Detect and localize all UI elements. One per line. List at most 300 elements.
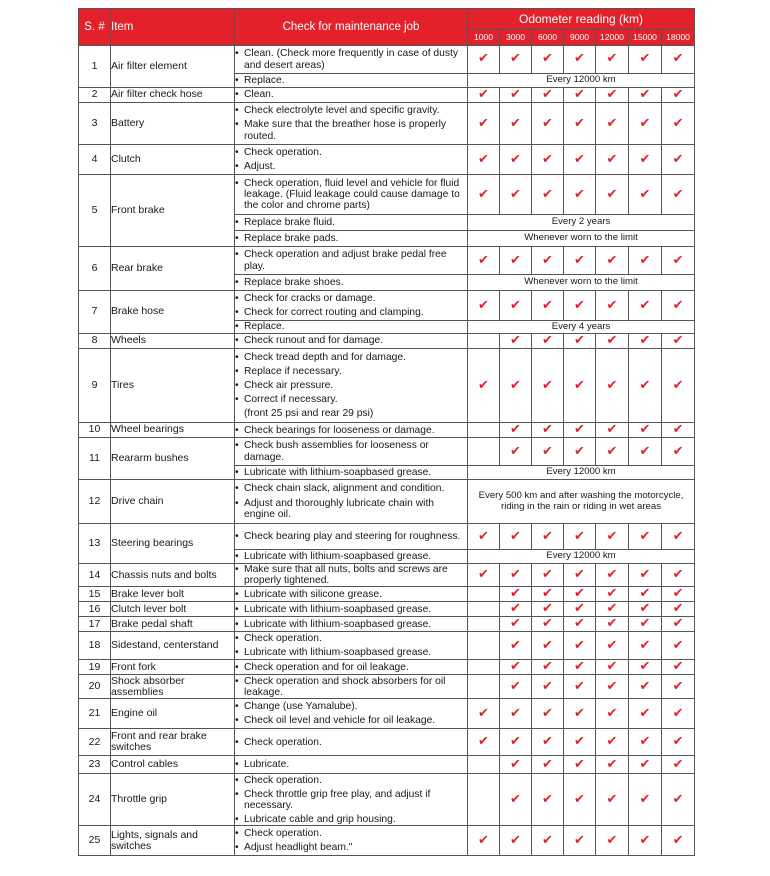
task-text: Replace brake shoes.	[244, 276, 344, 288]
check-icon: ✔	[606, 186, 618, 202]
interval-note: Every 4 years	[468, 321, 695, 334]
bullet-icon: •	[235, 551, 239, 563]
row-number: 8	[79, 334, 111, 349]
row-number: 15	[79, 587, 111, 602]
interval-cell	[596, 699, 629, 729]
maintenance-job	[235, 756, 468, 774]
maintenance-job	[235, 602, 468, 617]
km-header: 3000	[500, 30, 532, 46]
task-text: Replace brake fluid.	[244, 216, 336, 228]
interval-cell	[468, 423, 500, 438]
check-icon: ✔	[574, 705, 585, 721]
interval-cell	[468, 826, 500, 856]
interval-cell	[662, 438, 695, 466]
interval-cell	[662, 660, 695, 675]
check-icon: ✔	[510, 115, 521, 131]
check-icon: ✔	[510, 186, 521, 202]
interval-cell	[596, 564, 629, 587]
item-name: Drive chain	[111, 480, 235, 524]
task-line	[235, 89, 467, 100]
check-icon: ✔	[639, 756, 651, 772]
interval-cell	[500, 247, 532, 275]
interval-cell	[596, 175, 629, 215]
check-icon: ✔	[606, 705, 618, 721]
interval-cell	[564, 291, 596, 321]
check-icon: ✔	[510, 528, 521, 544]
row-number: 16	[79, 602, 111, 617]
interval-cell	[500, 632, 532, 660]
check-icon: ✔	[672, 252, 684, 268]
check-icon: ✔	[672, 377, 684, 393]
item-name: Clutch lever bolt	[111, 602, 235, 617]
task-text: Check tread depth and for damage.	[244, 351, 406, 363]
table-row	[79, 729, 695, 756]
maintenance-job	[235, 550, 468, 564]
task-line	[235, 48, 467, 70]
interval-cell	[629, 699, 662, 729]
maintenance-job	[235, 524, 468, 550]
interval-cell	[596, 729, 629, 756]
check-icon: ✔	[672, 637, 684, 653]
interval-cell	[500, 423, 532, 438]
check-icon: ✔	[542, 377, 553, 393]
task-text: Clean. (Check more frequently in case of dusty and desert areas)	[244, 48, 459, 71]
check-icon: ✔	[574, 678, 585, 694]
interval-cell	[629, 247, 662, 275]
check-icon: ✔	[510, 678, 521, 694]
interval-cell	[500, 103, 532, 145]
maintenance-table	[78, 8, 695, 856]
item-name: Clutch	[111, 145, 235, 175]
check-icon: ✔	[542, 51, 553, 67]
item-name: Shock absorber assemblies	[111, 675, 235, 699]
bullet-icon: •	[235, 146, 239, 158]
check-icon: ✔	[574, 377, 585, 393]
check-icon: ✔	[672, 115, 684, 131]
check-icon: ✔	[542, 616, 553, 632]
table-row	[79, 774, 695, 826]
check-icon: ✔	[574, 115, 585, 131]
interval-cell	[532, 423, 564, 438]
task-line	[235, 380, 467, 391]
interval-cell	[500, 756, 532, 774]
check-icon: ✔	[606, 832, 618, 848]
interval-cell	[629, 774, 662, 826]
task-text: Check operation.	[244, 633, 322, 645]
bullet-icon: •	[235, 603, 239, 615]
check-icon: ✔	[542, 333, 553, 349]
table-row	[79, 617, 695, 632]
interval-cell	[532, 564, 564, 587]
interval-cell	[468, 524, 500, 550]
task-line	[235, 551, 467, 562]
check-icon: ✔	[542, 422, 553, 438]
task-line	[235, 759, 467, 770]
check-icon: ✔	[510, 51, 521, 67]
interval-cell	[468, 774, 500, 826]
row-number: 7	[79, 291, 111, 334]
interval-cell	[532, 632, 564, 660]
check-icon: ✔	[542, 832, 553, 848]
check-icon: ✔	[606, 333, 618, 349]
interval-cell	[662, 564, 695, 587]
maintenance-job	[235, 334, 468, 349]
check-icon: ✔	[574, 443, 585, 459]
check-icon: ✔	[574, 616, 585, 632]
interval-cell	[662, 699, 695, 729]
interval-cell	[500, 88, 532, 103]
interval-cell	[596, 103, 629, 145]
maintenance-job	[235, 46, 468, 74]
interval-note: Every 2 years	[468, 215, 695, 231]
check-icon: ✔	[510, 832, 521, 848]
interval-cell	[468, 334, 500, 349]
row-number: 25	[79, 826, 111, 856]
bullet-icon: •	[235, 232, 239, 244]
interval-cell	[468, 103, 500, 145]
interval-cell	[564, 675, 596, 699]
check-icon: ✔	[510, 705, 521, 721]
check-icon: ✔	[672, 443, 684, 459]
task-line	[235, 498, 467, 520]
task-text: Check operation and adjust brake pedal free play.	[244, 249, 447, 272]
interval-cell	[564, 602, 596, 617]
interval-cell	[596, 145, 629, 175]
task-text: Lubricate cable and grip housing.	[244, 814, 396, 826]
check-icon: ✔	[574, 567, 585, 583]
item-name: Throttle grip	[111, 774, 235, 826]
interval-cell	[629, 660, 662, 675]
check-icon: ✔	[510, 151, 521, 167]
task-text: Replace brake pads.	[244, 232, 339, 244]
interval-cell	[532, 602, 564, 617]
table-row	[79, 524, 695, 550]
interval-cell	[662, 145, 695, 175]
interval-cell	[596, 826, 629, 856]
maintenance-job	[235, 699, 468, 729]
interval-cell	[468, 175, 500, 215]
task-text: Replace.	[244, 74, 285, 86]
maintenance-job	[235, 617, 468, 632]
bullet-icon: •	[235, 675, 239, 687]
check-icon: ✔	[639, 616, 651, 632]
check-icon: ✔	[510, 659, 521, 675]
check-icon: ✔	[606, 297, 618, 313]
interval-note: Whenever worn to the limit	[468, 231, 695, 247]
check-icon: ✔	[510, 637, 521, 653]
task-line	[235, 352, 467, 363]
check-icon: ✔	[542, 705, 553, 721]
task-text: Check operation and shock absorbers for oil leakage.	[244, 675, 446, 698]
task-line	[235, 701, 467, 712]
task-text: Check operation.	[244, 146, 322, 158]
bullet-icon: •	[235, 307, 239, 319]
task-text: Lubricate with lithium-soapbased grease.	[244, 551, 432, 563]
km-header: 1000	[468, 30, 500, 46]
table-row	[79, 291, 695, 321]
row-number: 9	[79, 349, 111, 423]
check-icon: ✔	[606, 601, 618, 617]
check-icon: ✔	[672, 422, 684, 438]
table-row	[79, 675, 695, 699]
table-row	[79, 564, 695, 587]
check-icon: ✔	[639, 586, 651, 602]
check-icon: ✔	[639, 151, 651, 167]
bullet-icon: •	[235, 588, 239, 600]
check-icon: ✔	[639, 377, 651, 393]
task-text: Check chain slack, alignment and condition.	[244, 483, 445, 495]
interval-cell	[662, 349, 695, 423]
maintenance-job	[235, 275, 468, 291]
row-number: 21	[79, 699, 111, 729]
check-icon: ✔	[606, 756, 618, 772]
interval-cell	[629, 438, 662, 466]
bullet-icon: •	[235, 647, 239, 659]
interval-cell	[629, 826, 662, 856]
interval-cell	[596, 349, 629, 423]
row-number: 18	[79, 632, 111, 660]
bullet-icon: •	[235, 249, 239, 261]
interval-cell	[532, 826, 564, 856]
task-text: Replace if necessary.	[244, 365, 342, 377]
item-name: Tires	[111, 349, 235, 423]
row-number: 1	[79, 46, 111, 88]
item-name: Brake pedal shaft	[111, 617, 235, 632]
task-line	[235, 828, 467, 839]
task-line	[235, 662, 467, 673]
interval-cell	[468, 145, 500, 175]
item-name: Brake hose	[111, 291, 235, 334]
task-text: Check operation.	[244, 736, 322, 748]
interval-cell	[532, 349, 564, 423]
interval-cell	[532, 660, 564, 675]
check-icon: ✔	[606, 252, 618, 268]
maintenance-job	[235, 466, 468, 480]
task-text: Check bearing play and steering for roughness.	[244, 531, 461, 543]
row-number: 4	[79, 145, 111, 175]
interval-cell	[532, 103, 564, 145]
check-icon: ✔	[639, 659, 651, 675]
interval-cell	[596, 602, 629, 617]
task-line	[235, 467, 467, 478]
check-icon: ✔	[574, 528, 585, 544]
table-header	[79, 9, 695, 46]
interval-cell	[564, 826, 596, 856]
task-line	[235, 408, 467, 419]
interval-cell	[564, 756, 596, 774]
interval-cell	[532, 145, 564, 175]
maintenance-job	[235, 826, 468, 856]
check-icon: ✔	[542, 252, 553, 268]
maintenance-job	[235, 423, 468, 438]
item-name: Brake lever bolt	[111, 587, 235, 602]
bullet-icon: •	[235, 89, 239, 101]
interval-cell	[564, 699, 596, 729]
maintenance-job	[235, 247, 468, 275]
interval-cell	[500, 826, 532, 856]
maintenance-job	[235, 74, 468, 88]
check-icon: ✔	[574, 422, 585, 438]
maintenance-job	[235, 231, 468, 247]
check-icon: ✔	[606, 51, 618, 67]
interval-cell	[500, 774, 532, 826]
maintenance-job	[235, 480, 468, 524]
task-line	[235, 619, 467, 630]
interval-cell	[500, 145, 532, 175]
item-name: Steering bearings	[111, 524, 235, 564]
check-icon: ✔	[639, 115, 651, 131]
task-text: Check for cracks or damage.	[244, 292, 376, 304]
interval-cell	[629, 524, 662, 550]
check-icon: ✔	[510, 734, 521, 750]
interval-cell	[500, 175, 532, 215]
check-icon: ✔	[478, 115, 489, 131]
task-line	[235, 394, 467, 405]
interval-cell	[629, 88, 662, 103]
col-header-check: Check for maintenance job	[235, 9, 468, 46]
interval-cell	[564, 423, 596, 438]
check-icon: ✔	[639, 87, 651, 102]
check-icon: ✔	[606, 734, 618, 750]
bullet-icon: •	[235, 788, 239, 800]
task-text: Make sure that all nuts, bolts and screws are properly tightened.	[244, 564, 448, 587]
task-text: Lubricate with lithium-soapbased grease.	[244, 603, 432, 615]
check-icon: ✔	[606, 791, 618, 807]
task-line	[235, 178, 467, 211]
bullet-icon: •	[235, 276, 239, 288]
task-text: Check operation.	[244, 828, 322, 840]
check-icon: ✔	[606, 115, 618, 131]
table-row	[79, 247, 695, 275]
interval-cell	[532, 438, 564, 466]
table-row	[79, 349, 695, 423]
task-line	[235, 217, 467, 228]
item-name: Front fork	[111, 660, 235, 675]
interval-cell	[532, 587, 564, 602]
interval-cell	[662, 774, 695, 826]
check-icon: ✔	[510, 333, 521, 349]
interval-cell	[532, 729, 564, 756]
task-line	[235, 366, 467, 377]
task-line	[235, 589, 467, 600]
bullet-icon: •	[235, 48, 239, 60]
interval-cell	[629, 675, 662, 699]
bullet-icon: •	[235, 424, 239, 436]
interval-cell	[500, 564, 532, 587]
bullet-icon: •	[235, 842, 239, 854]
task-line	[235, 842, 467, 853]
interval-cell	[596, 247, 629, 275]
check-icon: ✔	[510, 443, 521, 459]
interval-cell	[629, 349, 662, 423]
bullet-icon: •	[235, 394, 239, 406]
task-line	[235, 75, 467, 86]
bullet-icon: •	[235, 335, 239, 347]
check-icon: ✔	[606, 443, 618, 459]
check-icon: ✔	[542, 186, 553, 202]
maintenance-job	[235, 729, 468, 756]
interval-note: Every 12000 km	[468, 466, 695, 480]
task-text: Check operation.	[244, 774, 322, 786]
task-line	[235, 737, 467, 748]
interval-cell	[500, 729, 532, 756]
interval-note: Whenever worn to the limit	[468, 275, 695, 291]
col-header-item: Item	[111, 9, 235, 46]
bullet-icon: •	[235, 74, 239, 86]
check-icon: ✔	[478, 832, 489, 848]
interval-cell	[564, 524, 596, 550]
task-text: Adjust headlight beam."	[244, 842, 353, 854]
check-icon: ✔	[510, 586, 521, 602]
item-name: Sidestand, centerstand	[111, 632, 235, 660]
table-row	[79, 145, 695, 175]
check-icon: ✔	[478, 151, 489, 167]
col-header-sn: S. #	[79, 9, 111, 46]
check-icon: ✔	[542, 678, 553, 694]
task-text: Adjust and thoroughly lubricate chain with engine oil.	[244, 497, 435, 520]
bullet-icon: •	[235, 828, 239, 840]
interval-cell	[662, 617, 695, 632]
maintenance-job	[235, 660, 468, 675]
check-icon: ✔	[639, 832, 651, 848]
item-name: Air filter element	[111, 46, 235, 88]
task-text: Check throttle grip free play, and adjust if necessary.	[244, 788, 431, 811]
bullet-icon: •	[235, 292, 239, 304]
interval-cell	[596, 756, 629, 774]
task-text: Check runout and for damage.	[244, 335, 384, 347]
interval-cell	[468, 247, 500, 275]
interval-cell	[596, 675, 629, 699]
interval-cell	[629, 46, 662, 74]
check-icon: ✔	[478, 51, 489, 67]
check-icon: ✔	[606, 567, 618, 583]
interval-cell	[468, 46, 500, 74]
check-icon: ✔	[510, 567, 521, 583]
item-name: Chassis nuts and bolts	[111, 564, 235, 587]
km-header: 12000	[596, 30, 629, 46]
interval-cell	[564, 103, 596, 145]
task-text: Check bearings for looseness or damage.	[244, 424, 435, 436]
check-icon: ✔	[574, 252, 585, 268]
task-line	[235, 233, 467, 244]
interval-cell	[629, 632, 662, 660]
check-icon: ✔	[510, 756, 521, 772]
check-icon: ✔	[542, 443, 553, 459]
check-icon: ✔	[639, 637, 651, 653]
bullet-icon: •	[235, 497, 239, 509]
task-line	[235, 676, 467, 698]
interval-cell	[468, 587, 500, 602]
check-icon: ✔	[639, 734, 651, 750]
check-icon: ✔	[606, 637, 618, 653]
check-icon: ✔	[510, 377, 521, 393]
check-icon: ✔	[478, 734, 489, 750]
interval-cell	[596, 46, 629, 74]
maintenance-job	[235, 321, 468, 334]
check-icon: ✔	[672, 601, 684, 617]
check-icon: ✔	[672, 333, 684, 349]
check-icon: ✔	[639, 333, 651, 349]
table-row	[79, 480, 695, 524]
row-number: 3	[79, 103, 111, 145]
check-icon: ✔	[672, 616, 684, 632]
table-row	[79, 756, 695, 774]
bullet-icon: •	[235, 736, 239, 748]
interval-cell	[500, 438, 532, 466]
item-name: Rear brake	[111, 247, 235, 291]
row-number: 6	[79, 247, 111, 291]
task-line	[235, 335, 467, 346]
